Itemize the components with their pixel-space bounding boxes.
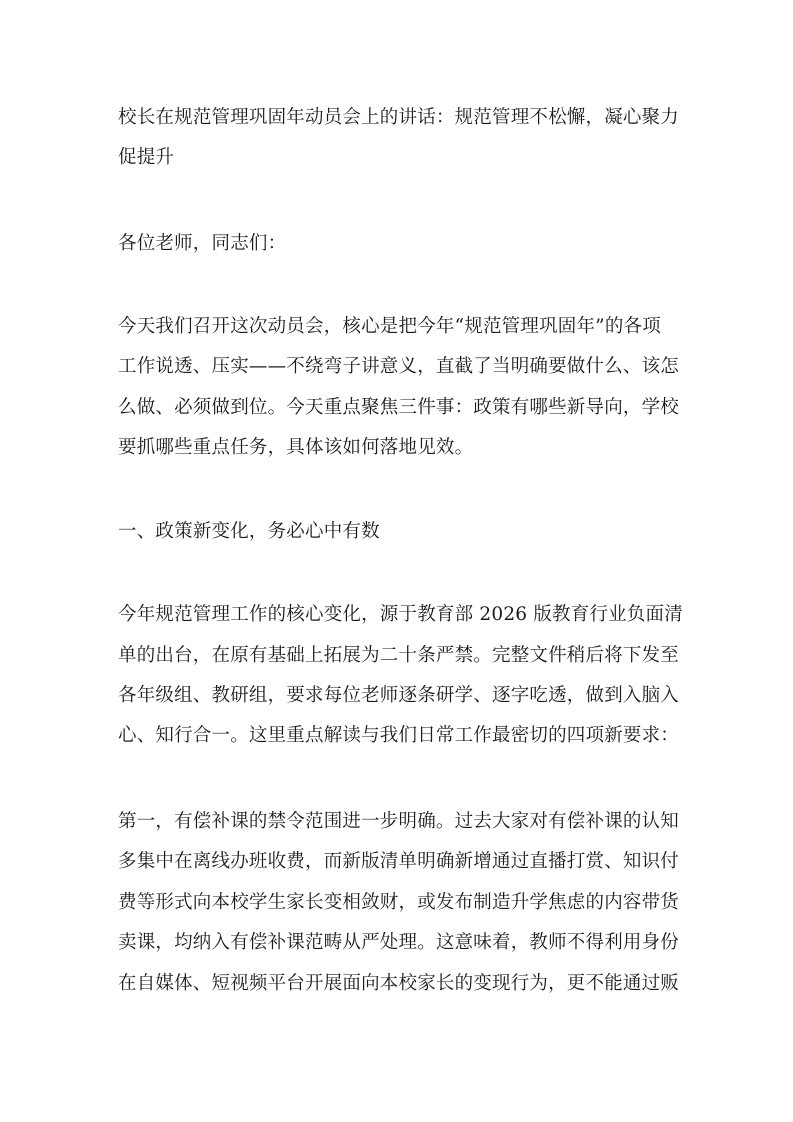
section1-line-2: 单的出台，在原有基础上拓展为二十条严禁。完整文件稍后将下发至 bbox=[118, 645, 680, 666]
intro-line-2: 工作说透、压实——不绕弯子讲意义，直截了当明确要做什么、该怎 bbox=[118, 356, 680, 377]
section1-line-3: 各年级组、教研组，要求每位老师逐条研学、逐字吃透，做到入脑入 bbox=[118, 685, 680, 706]
salutation: 各位老师，同志们： bbox=[118, 233, 287, 254]
section1-line-4: 心、知行合一。这里重点解读与我们日常工作最密切的四项新要求： bbox=[118, 725, 680, 746]
point1-line-1: 第一，有偿补课的禁令范围进一步明确。过去大家对有偿补课的认知 bbox=[118, 811, 680, 832]
intro-line-3: 么做、必须做到位。今天重点聚焦三件事：政策有哪些新导向，学校 bbox=[118, 397, 680, 418]
intro-line-1: 今天我们召开这次动员会，核心是把今年“规范管理巩固年”的各项 bbox=[118, 316, 661, 337]
point1-line-3: 费等形式向本校学生家长变相敛财，或发布制造升学焦虑的内容带货 bbox=[118, 892, 680, 913]
section1-line-1: 今年规范管理工作的核心变化，源于教育部 2026 版教育行业负面清 bbox=[118, 604, 683, 625]
title-line-2: 促提升 bbox=[118, 147, 175, 168]
point1-line-4: 卖课，均纳入有偿补课范畴从严处理。这意味着，教师不得利用身份 bbox=[118, 932, 680, 953]
section-heading-1: 一、政策新变化，务必心中有数 bbox=[118, 521, 380, 542]
intro-line-4: 要抓哪些重点任务，具体该如何落地见效。 bbox=[118, 437, 474, 458]
point1-line-5: 在自媒体、短视频平台开展面向本校家长的变现行为，更不能通过贩 bbox=[118, 973, 680, 994]
point1-line-2: 多集中在离线办班收费，而新版清单明确新增通过直播打赏、知识付 bbox=[118, 851, 680, 872]
title-line-1: 校长在规范管理巩固年动员会上的讲话：规范管理不松懈，凝心聚力 bbox=[118, 107, 680, 128]
